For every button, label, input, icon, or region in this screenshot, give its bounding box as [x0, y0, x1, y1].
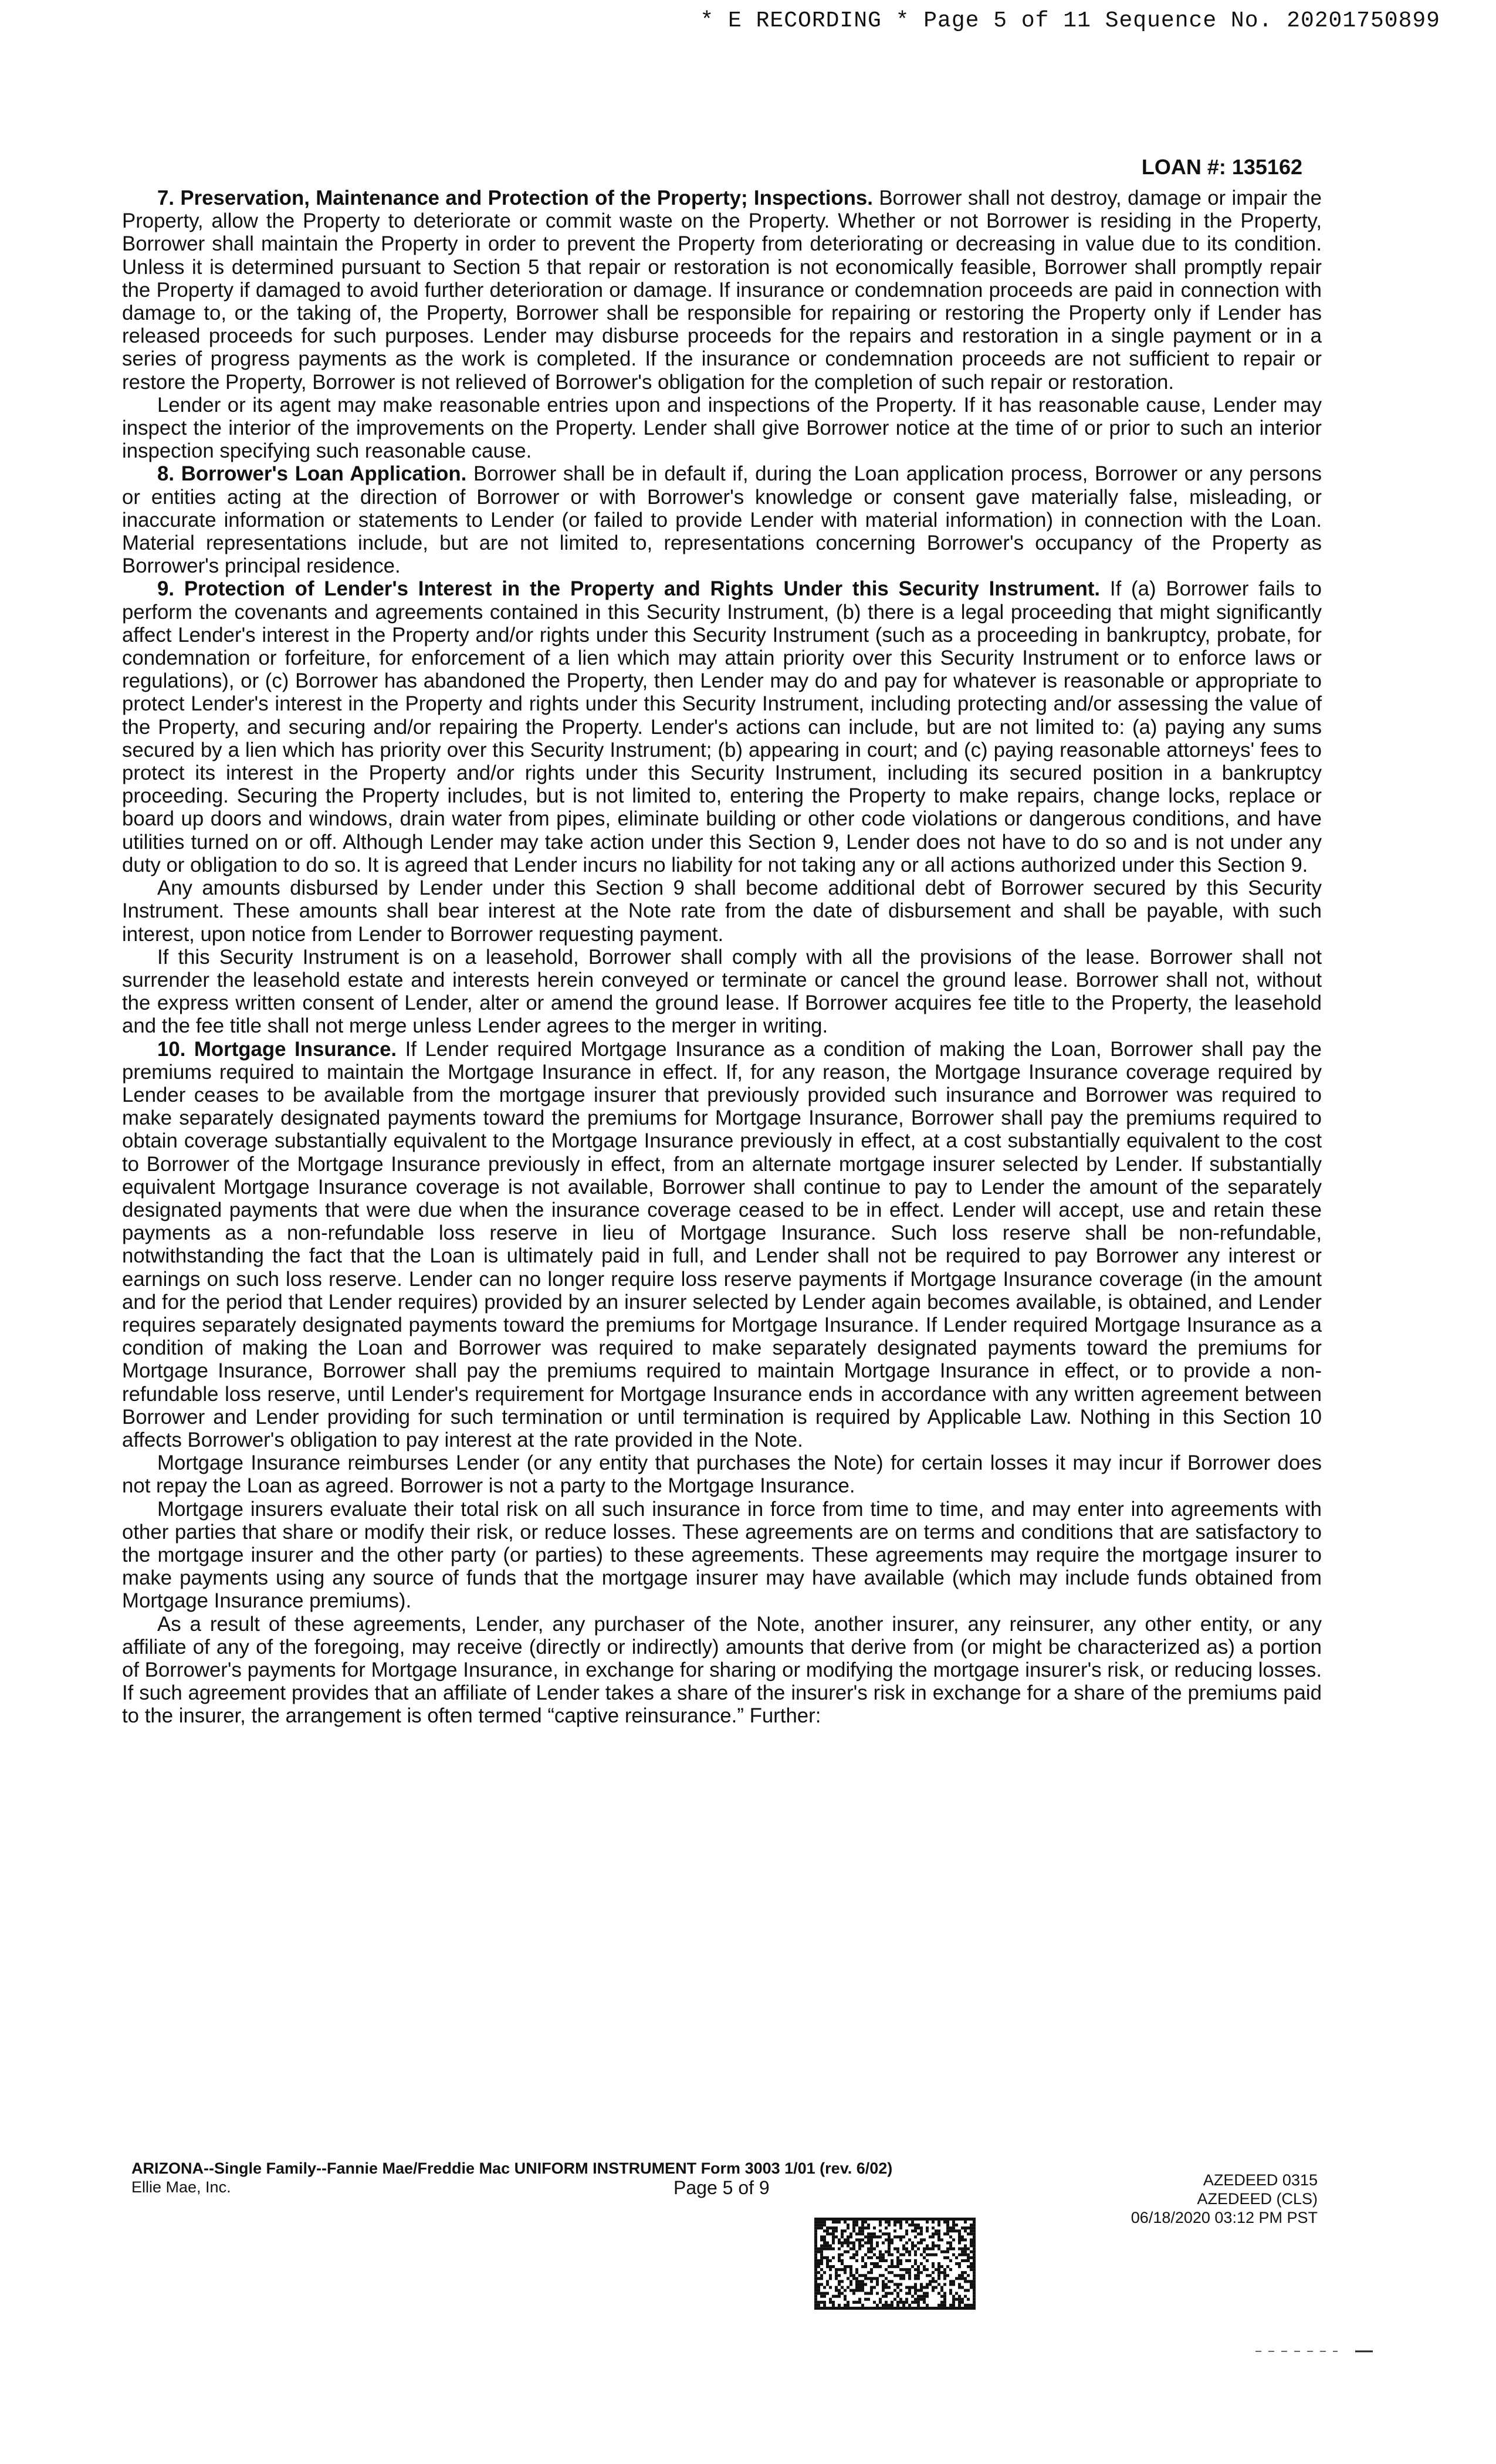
section-10-number: 10.	[157, 1037, 186, 1061]
section-9-number: 9.	[157, 577, 175, 601]
section-9-paragraph: Any amounts disbursed by Lender under this Section 9 shall become additional debt of Borrower secured by this Security Instrument. These amounts shall bear interest at the Note rate from the date of disbursement and shall be payable, with such interest, upon notice from Lender to Borrower requesting payment.	[122, 876, 1322, 946]
section-8	[122, 462, 1322, 577]
print-timestamp: 06/18/2020 03:12 PM PST	[1131, 2209, 1318, 2226]
section-7-title: Preservation, Maintenance and Protection of the Property; Inspections.	[180, 187, 873, 209]
company-name: Ellie Mae, Inc.	[131, 2178, 231, 2196]
section-8-text: Borrower shall be in default if, during the Loan application process, Borrower or any persons or entities acting at the direction of Borrower or with Borrower's knowledge or consent gave materially false, misleading, or inaccurate information or statements to Lender (or failed to provide Lender with material information) in connection with the Loan. Material representations include, but are not limited to, representations concerning Borrower's occupancy of the Property as Borrower's principal residence.	[122, 462, 1322, 578]
section-9-paragraph: If this Security Instrument is on a leasehold, Borrower shall comply with all the provisions of the lease. Borrower shall not surrender the leasehold estate and interests herein conveyed or terminate or cancel the ground lease. Borrower shall not, without the express written consent of Lender, alter or amend the ground lease. If Borrower acquires fee title to the Property, the leasehold and the fee title shall not merge unless Lender agrees to the merger in writing.	[122, 945, 1322, 1038]
section-10	[122, 1038, 1322, 1452]
section-7	[122, 187, 1322, 394]
loan-number: LOAN #: 135162	[1141, 155, 1302, 179]
section-8-number: 8.	[157, 462, 175, 486]
section-10-paragraph: Mortgage insurers evaluate their total risk on all such insurance in force from time to time, and may enter into agreements with other parties that share or modify their risk, or reduce losses. These agreements are on terms and conditions that are satisfactory to the mortgage insurer and the other party (or parties) to these agreements. These agreements may require the mortgage insurer to make payments using any source of funds that the mortgage insurer may have available (which may include funds obtained from Mortgage Insurance premiums).	[122, 1497, 1322, 1613]
form-identifier: ARIZONA--Single Family--Fannie Mae/Freddie Mac UNIFORM INSTRUMENT Form 3003 1/01 (rev. 6/02)	[131, 2160, 893, 2177]
section-10-text: If Lender required Mortgage Insurance as a condition of making the Loan, Borrower shall pay the premiums required to maintain the Mortgage Insurance in effect. If, for any reason, the Mortgage Insurance coverage required by Lender ceases to be available from the mortgage insurer that previously provided such insurance and Borrower was required to make separately designated payments toward the premiums for Mortgage Insurance, Borrower shall pay the premiums required to obtain coverage substantially equivalent to the Mortgage Insurance previously in effect, at a cost substantially equivalent to the cost to Borrower of the Mortgage Insurance previously in effect, from an alternate mortgage insurer selected by Lender. If substantially equivalent Mortgage Insurance coverage is not available, Borrower shall continue to pay to Lender the amount of the separately designated payments that were due when the insurance coverage ceased to be in effect. Lender will accept, use and retain these payments as a non-refundable loss reserve in lieu of Mortgage Insurance. Such loss reserve shall be non-refundable, notwithstanding the fact that the Loan is ultimately paid in full, and Lender shall not be required to pay Borrower any interest or earnings on such loss reserve. Lender can no longer require loss reserve payments if Mortgage Insurance coverage (in the amount and for the period that Lender requires) provided by an insurer selected by Lender again becomes available, is obtained, and Lender requires separately designated payments toward the premiums for Mortgage Insurance. If Lender required Mortgage Insurance as a condition of making the Loan and Borrower was required to make separately designated payments toward the premiums for Mortgage Insurance, Borrower shall pay the premiums required to maintain Mortgage Insurance in effect, or to provide a non-refundable loss reserve, until Lender's requirement for Mortgage Insurance ends in accordance with any written agreement between Borrower and Lender providing for such termination or until termination is required by Applicable Law. Nothing in this Section 10 affects Borrower's obligation to pay interest at the rate provided in the Note.	[122, 1037, 1322, 1451]
section-9-title: Protection of Lender's Interest in the Property and Rights Under this Security Instrument.	[184, 577, 1101, 601]
recording-header: * E RECORDING * Page 5 of 11 Sequence No. 20201750899	[700, 8, 1440, 33]
section-7-text: Borrower shall not destroy, damage or impair the Property, allow the Property to deteriorate or commit waste on the Property. Whether or not Borrower is residing in the Property, Borrower shall maintain the Property in order to prevent the Property from deteriorating or decreasing in value due to its condition. Unless it is determined pursuant to Section 5 that repair or restoration is not economically feasible, Borrower shall promptly repair the Property if damaged to avoid further deterioration or damage. If insurance or condemnation proceeds are paid in connection with damage to, or the taking of, the Property, Borrower shall be responsible for repairing or restoring the Property only if Lender has released proceeds for such purposes. Lender may disburse proceeds for the repairs and restoration in a single payment or in a series of progress payments as the work is completed. If the insurance or condemnation proceeds are not sufficient to repair or restore the Property, Borrower is not relieved of Borrower's obligation for the completion of such repair or restoration.	[122, 187, 1322, 394]
form-code: AZEDEED 0315	[1203, 2171, 1318, 2189]
section-8-title: Borrower's Loan Application.	[181, 462, 467, 486]
section-10-paragraph: As a result of these agreements, Lender, any purchaser of the Note, another insurer, any reinsurer, any other entity, or any affiliate of any of the foregoing, may receive (directly or indirectly) amounts that derive from (or might be characterized as) a portion of Borrower's payments for Mortgage Insurance, in exchange for sharing or modifying the mortgage insurer's risk, or reducing losses. If such agreement provides that an affiliate of Lender takes a share of the insurer's risk in exchange for a share of the premiums paid to the insurer, the arrangement is often termed “captive reinsurance.” Further:	[122, 1612, 1322, 1728]
footer-left	[131, 2159, 892, 2196]
section-9	[122, 577, 1322, 876]
section-9-text: If (a) Borrower fails to perform the covenants and agreements contained in this Security Instrument, (b) there is a legal proceeding that might significantly affect Lender's interest in the Property and/or rights under this Security Instrument (such as a proceeding in bankruptcy, probate, for condemnation or forfeiture, for enforcement of a lien which may attain priority over this Security Instrument or to enforce laws or regulations), or (c) Borrower has abandoned the Property, then Lender may do and pay for whatever is reasonable or appropriate to protect Lender's interest in the Property and rights under this Security Instrument, including protecting and/or assessing the value of the Property, and securing and/or repairing the Property. Lender's actions can include, but are not limited to: (a) paying any sums secured by a lien which has priority over this Security Instrument; (b) appearing in court; and (c) paying reasonable attorneys' fees to protect its interest in the Property and/or rights under this Security Instrument, including its secured position in a bankruptcy proceeding. Securing the Property includes, but is not limited to, entering the Property to make repairs, change locks, replace or board up doors and windows, drain water from pipes, eliminate building or other code violations or dangerous conditions, and have utilities turned on or off. Although Lender may take action under this Section 9, Lender does not have to do so and is not under any duty or obligation to do so. It is agreed that Lender incurs no liability for not taking any or all actions authorized under this Section 9.	[122, 577, 1322, 876]
document-body	[122, 187, 1322, 1728]
footer-right	[1131, 2171, 1318, 2227]
section-7-number: 7.	[157, 187, 175, 209]
scan-marks	[1255, 2350, 1373, 2353]
section-10-paragraph: Mortgage Insurance reimburses Lender (or any entity that purchases the Note) for certain losses it may incur if Borrower does not repay the Loan as agreed. Borrower is not a party to the Mortgage Insurance.	[122, 1451, 1322, 1498]
barcode-icon	[814, 2218, 976, 2310]
section-10-title: Mortgage Insurance.	[194, 1037, 397, 1061]
form-code-cls: AZEDEED (CLS)	[1197, 2190, 1318, 2208]
section-7-paragraph: Lender or its agent may make reasonable entries upon and inspections of the Property. If it has reasonable cause, Lender may inspect the interior of the improvements on the Property. Lender shall give Borrower notice at the time of or prior to such an interior inspection specifying such reasonable cause.	[122, 393, 1322, 463]
page-number: Page 5 of 9	[673, 2177, 770, 2198]
